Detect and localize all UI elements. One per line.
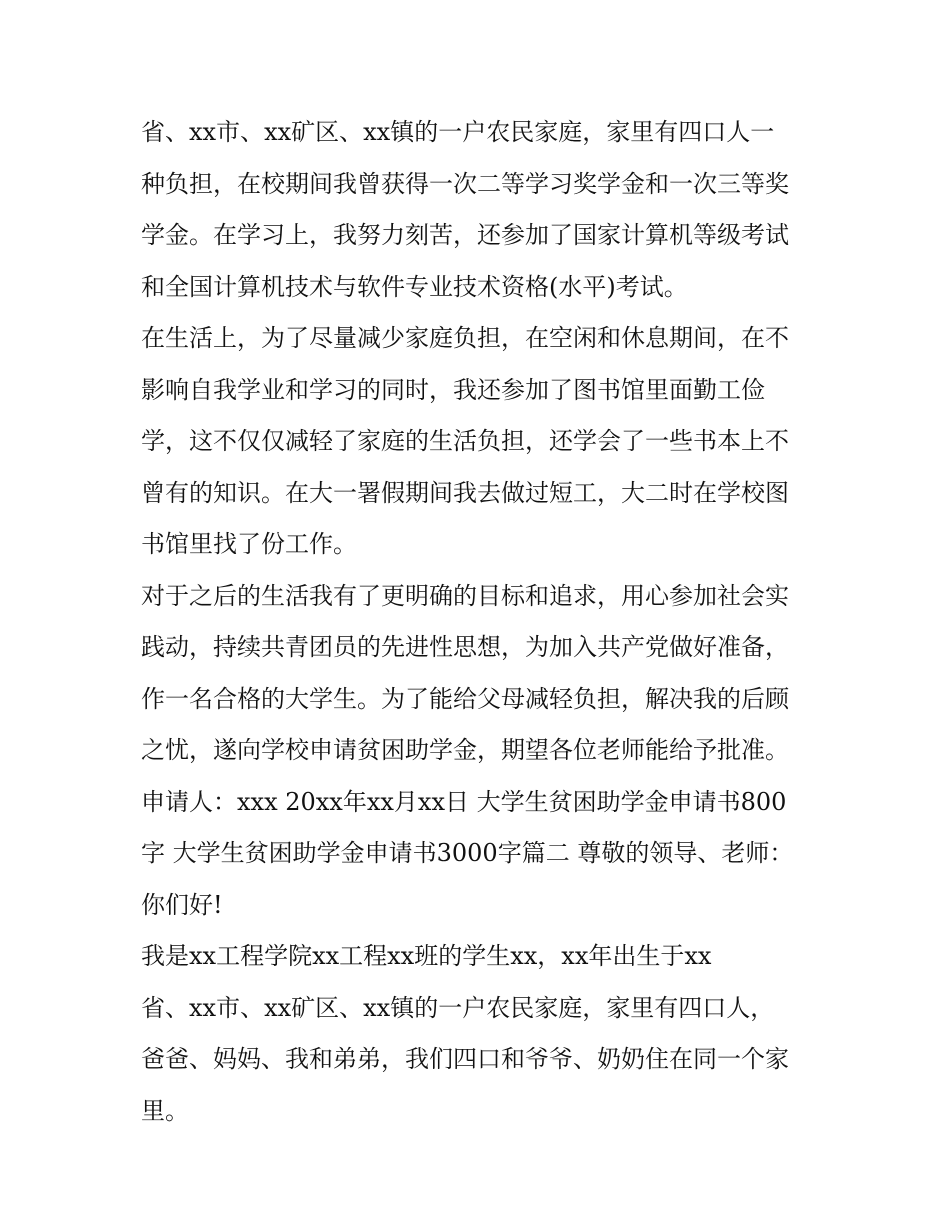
- document-body: [141, 112, 821, 1142]
- text-line: 和全国计算机技术与软件专业技术资格(水平)考试。: [141, 272, 688, 301]
- text-line: 省、xx市、xx矿区、xx镇的一户农民家庭，家里有四口人一: [141, 118, 775, 146]
- text-line: 省、xx市、xx矿区、xx镇的一户农民家庭，家里有四口人，: [141, 993, 775, 1022]
- text-line: 曾有的知识。在大一署假期间我去做过短工，大二时在学校图: [141, 478, 789, 507]
- text-line: 作一名合格的大学生。为了能给父母减轻负担，解决我的后顾: [141, 684, 789, 713]
- text-line: 我是xx工程学院xx工程xx班的学生xx，xx年出生于xx: [141, 942, 712, 970]
- text-line: 学，这不仅仅减轻了家庭的生活负担，还学会了一些书本上不: [141, 427, 789, 455]
- text-line: 字 大学生贫困助学金申请书3000字篇二 尊敬的领导、老师：: [141, 839, 794, 867]
- text-line: 申请人：xxx 20xx年xx月xx日 大学生贫困助学金申请书800: [141, 787, 787, 816]
- text-line: 种负担，在校期间我曾获得一次二等学习奖学金和一次三等奖: [141, 169, 789, 198]
- text-line: 你们好!: [141, 890, 223, 919]
- text-line: 里。: [141, 1096, 189, 1125]
- text-line: 在生活上，为了尽量减少家庭负担，在空闲和休息期间，在不: [141, 324, 789, 352]
- text-line: 学金。在学习上，我努力刻苦，还参加了国家计算机等级考试: [141, 221, 789, 249]
- text-line: 之忧，遂向学校申请贫困助学金，期望各位老师能给予批准。: [141, 736, 789, 764]
- text-line: 践动，持续共青团员的先进性思想，为加入共产党做好准备，: [141, 633, 789, 661]
- text-line: 书馆里找了份工作。: [141, 530, 357, 558]
- text-line: 影响自我学业和学习的同时，我还参加了图书馆里面勤工俭: [141, 375, 765, 404]
- text-line: 对于之后的生活我有了更明确的目标和追求，用心参加社会实: [141, 581, 789, 610]
- text-line: 爸爸、妈妈、我和弟弟，我们四口和爷爷、奶奶住在同一个家: [141, 1045, 789, 1073]
